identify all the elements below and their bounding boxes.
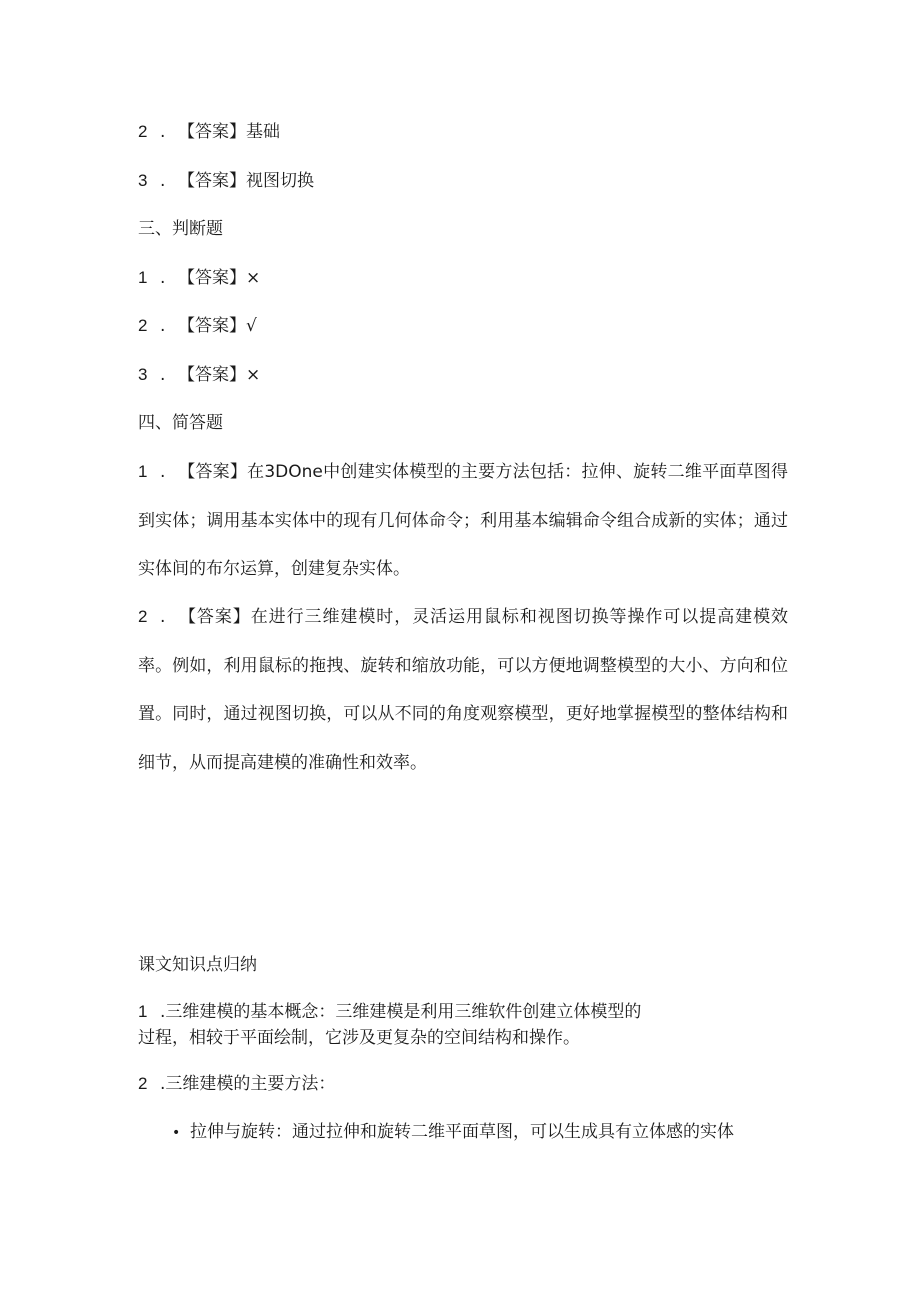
bullet-dot-icon: •: [172, 1125, 181, 1141]
bullet-text: 拉伸与旋转：通过拉伸和旋转二维平面草图，可以生成具有立体感的实体: [190, 1122, 734, 1142]
answer-label: 【答案】: [178, 462, 248, 482]
knowledge-item: [138, 1074, 335, 1094]
answer-label: 【答案】: [178, 268, 246, 288]
answer-item: [138, 316, 257, 336]
item-number: 2: [138, 607, 148, 626]
knowledge-text-continued: 过程，相较于平面绘制，它涉及更复杂的空间结构和操作。: [138, 1028, 580, 1048]
knowledge-heading: 课文知识点归纳: [138, 955, 257, 975]
answer-text: ×: [246, 268, 261, 288]
answer-text: ×: [246, 365, 261, 385]
item-number: 1: [138, 462, 148, 481]
answer-text: √: [246, 316, 257, 336]
item-separator: .: [160, 122, 166, 142]
knowledge-text: .三维建模的基本概念：三维建模是利用三维软件创建立体模型的: [160, 1002, 642, 1022]
item-separator: .: [160, 365, 166, 385]
item-separator: .: [160, 462, 166, 482]
answer-paragraph: [138, 593, 788, 787]
item-number: 2: [138, 122, 148, 141]
item-number: 1: [138, 1002, 148, 1021]
item-number: 3: [138, 365, 148, 384]
answer-text: 基础: [246, 122, 280, 142]
answer-paragraph: [138, 448, 788, 594]
item-separator: .: [160, 607, 166, 627]
item-number: 3: [138, 171, 148, 190]
answer-text: 在进行三维建模时，灵活运用鼠标和视图切换等操作可以提高建模效率。例如，利用鼠标的拖拽、旋转和缩放功能，可以方便地调整模型的大小、方向和位置。同时，通过视图切换，可以从不同的角度观察模型，更好地掌握模型的整体结构和细节，从而提高建模的准确性和效率。: [138, 607, 789, 773]
answer-text: 在3DOne中创建实体模型的主要方法包括：拉伸、旋转二维平面草图得到实体；调用基本实体中的现有几何体命令；利用基本编辑命令组合成新的实体；通过实体间的布尔运算，创建复杂实体。: [138, 462, 788, 579]
item-separator: .: [160, 171, 166, 191]
section-heading-judge: 三、判断题: [138, 219, 223, 239]
knowledge-item: [138, 999, 758, 1051]
answer-item: [138, 268, 260, 288]
answer-item: [138, 365, 260, 385]
item-separator: .: [160, 316, 166, 336]
answer-label: 【答案】: [178, 171, 246, 191]
item-number: 2: [138, 1074, 148, 1093]
answer-label: 【答案】: [178, 122, 246, 142]
answer-item: [138, 122, 280, 142]
bullet-item: [172, 1122, 734, 1143]
item-number: 2: [138, 316, 148, 335]
item-number: 1: [138, 268, 148, 287]
answer-item: [138, 171, 314, 191]
answer-label: 【答案】: [178, 607, 251, 627]
answer-text: 视图切换: [246, 171, 314, 191]
item-separator: .: [160, 268, 166, 288]
section-heading-short: 四、简答题: [138, 413, 223, 433]
knowledge-text: .三维建模的主要方法：: [160, 1074, 336, 1094]
answer-label: 【答案】: [178, 365, 246, 385]
answer-label: 【答案】: [178, 316, 246, 336]
